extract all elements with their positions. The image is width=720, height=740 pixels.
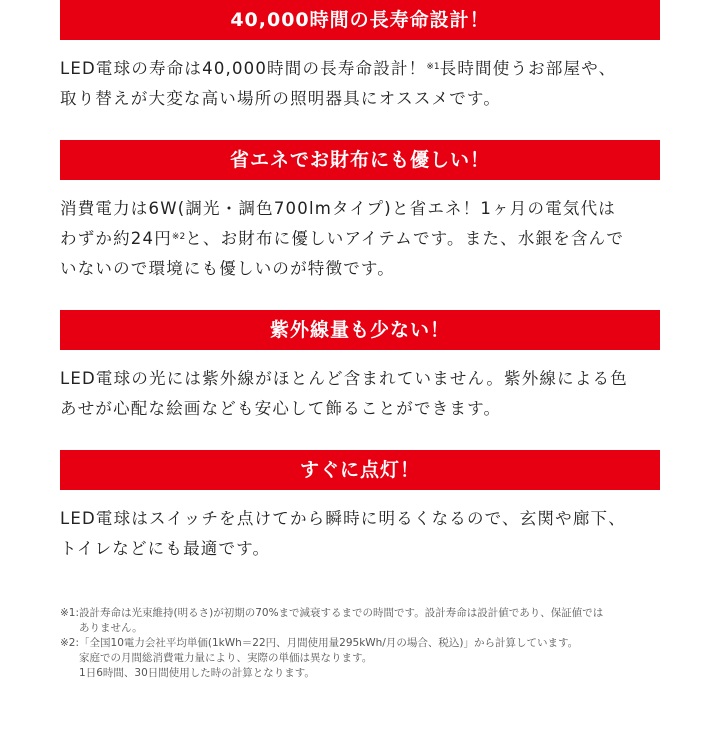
section-text: LED電球の光には紫外線がほとんど含まれていません。紫外線による色 あせが心配な絵画なども安心して飾ることができます。 [60,369,628,418]
footnote-line: 1日6時間、30日間使用した時の計算となります。 [79,667,315,679]
footnote-line: 「全国10電力会社平均単価(1kWh＝22円、月間使用量295kWh/月の場合、税込)」から計算しています。 [79,637,579,649]
section-text [60,194,660,284]
footnotes [60,606,660,681]
feature-low-uv [60,310,660,424]
feature-instant-on [60,450,660,564]
section-banner: すぐに点灯！ [60,450,660,490]
footnote-ref: ※1 [426,62,440,72]
footnote-line: 設計寿命は光束維持(明るさ)が初期の70%まで減衰するまでの時間です。設計寿命は設計値であり、保証値では [79,607,604,619]
footnote-mark: ※1: [60,607,80,619]
footnote-ref: ※2 [171,232,186,242]
section-banner: 省エネでお財布にも優しい！ [60,140,660,180]
footnote-mark: ※2: [60,637,80,649]
footnote-text [79,636,660,681]
section-banner: 40,000時間の長寿命設計！ [60,0,660,40]
footnote-2 [60,636,660,681]
section-text: LED電球はスイッチを点けてから瞬時に明るくなるので、玄関や廊下、 トイレなどにも最適です。 [60,509,626,558]
footnote-line: 家庭での月間総消費電力量により、実際の単価は異なります。 [79,652,373,664]
text-part: LED電球の寿命は40,000時間の長寿命設計！ [60,59,427,78]
footnote-line: ありません。 [79,622,143,634]
text-part: 消費電力は6W(調光・調色700lmタイプ)と省エネ！1ヶ月の電気代は わずか約24円 [60,199,617,248]
section-text [60,54,660,114]
text-part: 長時間使うお部屋や、 取り替えが大変な高い場所の照明器具にオススメです。 [60,59,617,108]
section-banner: 紫外線量も少ない！ [60,310,660,350]
footnote-1 [60,606,660,636]
feature-long-life [60,0,660,114]
text-part: と、お財布に優しいアイテムです。また、水銀を含んで いないので環境にも優しいのが特徴です。 [60,229,625,278]
footnote-text [79,606,660,636]
feature-energy-saving [60,140,660,284]
